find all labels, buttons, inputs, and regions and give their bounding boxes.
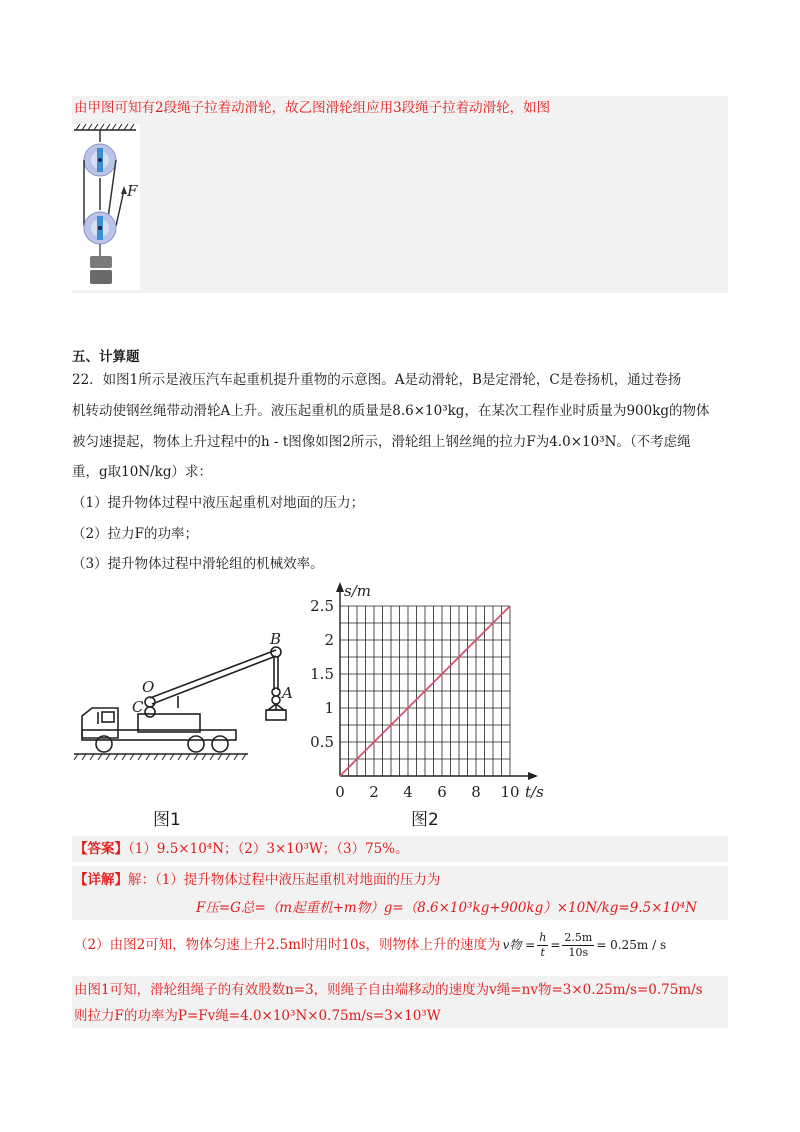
- x-tick-label: 6: [437, 783, 447, 801]
- detail-line-3: （2）由图2可知，物体匀速上升2.5m时用时10s，则物体上升的速度为 v物 = $\frac{h}{t}$ = $\frac{2.5m}{10s}$ = 0.25m / s: [74, 930, 667, 959]
- y-tick-label: 1: [324, 699, 334, 717]
- fraction-values: [562, 931, 594, 960]
- detail-line-1-text: 解：（1）提升物体过程中液压起重机对地面的压力为: [128, 872, 441, 888]
- y-tick-label: 2: [324, 631, 334, 649]
- label-O: O: [142, 678, 155, 696]
- detail-line-4: 由图1可知，滑轮组绳子的有效股数n=3，则绳子自由端移动的速度为v绳=nv物=3×0.25m/s=0.75m/s: [74, 982, 703, 998]
- detail-line-1: [74, 870, 440, 890]
- crane-figure: [70, 630, 300, 770]
- question-sub-3: （3）提升物体过程中滑轮组的机械效率。: [72, 556, 324, 572]
- x-tick-label: 8: [471, 783, 481, 801]
- st-graph: [300, 580, 550, 802]
- force-label: F: [127, 182, 138, 200]
- question-line-3: 被匀速提起，物体上升过程中的h - t图像如图2所示，滑轮组上钢丝绳的拉力F为4.0×10³N。（不考虑绳: [72, 434, 691, 450]
- x-tick-label: 4: [403, 783, 413, 801]
- x-tick-label: 10: [500, 783, 520, 801]
- label-C: C: [132, 698, 144, 716]
- frac1-num: h: [539, 930, 547, 944]
- y-tick-label: 1.5: [310, 665, 334, 683]
- figure1-caption: 图1: [153, 810, 181, 830]
- section-title: 五、计算题: [72, 349, 140, 365]
- detail-line-2: F压=G总=（m起重机+m物）g=（8.6×10³kg+900kg）×10N/kg=9.5×10⁴N: [196, 900, 697, 916]
- pulley-figure: [72, 124, 140, 290]
- x-axis-label: t/s: [525, 783, 544, 801]
- question-line-2: 机转动使钢丝绳带动滑轮A上升。液压起重机的质量是8.6×10³kg，在某次工程作业时质量为900kg的物体: [72, 403, 710, 419]
- detail-line-3-text: （2）由图2可知，物体匀速上升2.5m时用时10s，则物体上升的速度为: [74, 937, 501, 953]
- question-sub-2: （2）拉力F的功率；: [72, 526, 198, 542]
- frac2-num: 2.5m: [564, 930, 593, 944]
- y-tick-label: 0.5: [310, 733, 334, 751]
- question-line-1: 22．如图1所示是液压汽车起重机提升重物的示意图。A是动滑轮，B是定滑轮，C是卷扬机，通过卷扬: [72, 372, 682, 388]
- frac2-den: 10s: [568, 945, 589, 959]
- answer-label: 【答案】: [74, 841, 128, 857]
- answer-line: [74, 839, 409, 859]
- frac1-den: t: [540, 945, 545, 959]
- fraction-h-t: [537, 931, 548, 960]
- figure2-caption: 图2: [411, 810, 439, 830]
- v-result: = 0.25m / s: [596, 938, 667, 952]
- x-axis-arrow: [528, 772, 538, 780]
- label-B: B: [270, 630, 282, 648]
- y-axis-arrow: [336, 582, 344, 592]
- question-sub-1: （1）提升物体过程中液压起重机对地面的压力；: [72, 495, 365, 511]
- x-tick-label: 2: [369, 783, 379, 801]
- detail-line-5: 则拉力F的功率为P=Fv绳=4.0×10³N×0.75m/s=3×10³W: [74, 1008, 441, 1024]
- y-axis-label: s/m: [344, 582, 371, 600]
- answer-text: （1）9.5×10⁴N；（2）3×10³W；（3）75%。: [128, 841, 409, 857]
- v-symbol: v物 =: [502, 938, 536, 952]
- detail-label: 【详解】: [74, 872, 128, 888]
- intro-block: [72, 96, 728, 293]
- label-A: A: [282, 684, 293, 702]
- x-tick-label: 0: [335, 783, 345, 801]
- intro-text: 由甲图可知有2段绳子拉着动滑轮，故乙图滑轮组应用3段绳子拉着动滑轮，如图: [74, 100, 551, 116]
- y-tick-label: 2.5: [310, 597, 334, 615]
- question-line-4: 重，g取10N/kg）求：: [72, 464, 213, 480]
